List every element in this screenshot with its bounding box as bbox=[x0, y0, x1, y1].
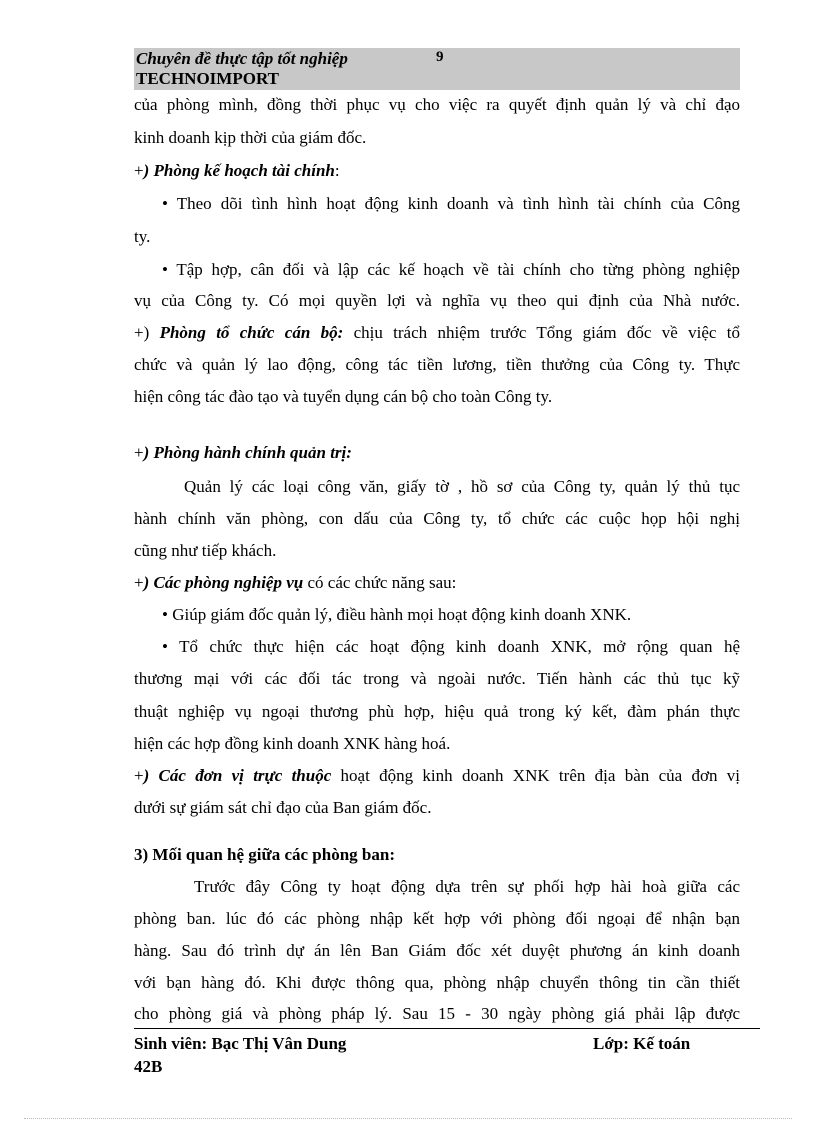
section-heading-finance bbox=[134, 161, 740, 181]
paragraph-line: hàng. Sau đó trình dự án lên Ban Giám đốc xét duyệt phương án kinh doanh bbox=[134, 941, 740, 960]
page-bottom-divider bbox=[24, 1118, 792, 1119]
heading-text: ) Phòng hành chính quản trị: bbox=[143, 443, 352, 462]
bullet-item: • Giúp giám đốc quản lý, điều hành mọi hoạt động kinh doanh XNK. bbox=[162, 605, 632, 624]
paragraph-line: với bạn hàng đó. Khi được thông qua, phòng nhập chuyển thông tin cần thiết bbox=[134, 973, 740, 992]
page-header bbox=[134, 48, 740, 90]
paragraph-line: Quản lý các loại công văn, giấy tờ , hồ sơ của Công ty, quản lý thủ tục bbox=[184, 477, 740, 496]
paragraph-line: Trước đây Công ty hoạt động dựa trên sự phối hợp hài hoà giữa các bbox=[194, 877, 740, 896]
paragraph-line: của phòng mình, đồng thời phục vụ cho việc ra quyết định quản lý và chỉ đạo bbox=[134, 95, 740, 114]
bullet-item: • Tập hợp, cân đối và lập các kế hoạch về tài chính cho từng phòng nghiệp bbox=[162, 260, 740, 279]
footer-divider bbox=[134, 1028, 760, 1029]
section-heading-admin bbox=[134, 443, 740, 463]
section-title: 3) Mối quan hệ giữa các phòng ban: bbox=[134, 845, 395, 864]
paragraph-line: cho phòng giá và phòng pháp lý. Sau 15 - 30 ngày phòng giá phải lập được bbox=[134, 1004, 740, 1023]
paragraph-line: hiện các hợp đồng kinh doanh XNK hàng hoá. bbox=[134, 734, 451, 753]
header-title: Chuyên đề thực tập tốt nghiệp bbox=[136, 49, 348, 68]
heading-text: Phòng tổ chức cán bộ: bbox=[159, 323, 344, 342]
heading-rest: hoạt động kinh doanh XNK trên địa bàn của đơn vị bbox=[331, 766, 740, 785]
paragraph-line: phòng ban. lúc đó các phòng nhập kết hợp với phòng đối ngoại để nhận bạn bbox=[134, 909, 740, 928]
heading-text: ) Các phòng nghiệp vụ bbox=[143, 573, 304, 592]
paragraph-line: dưới sự giám sát chỉ đạo của Ban giám đốc. bbox=[134, 798, 432, 817]
page-number: 9 bbox=[436, 49, 444, 65]
paragraph-line: kinh doanh kịp thời của giám đốc. bbox=[134, 128, 367, 147]
bullet-item: • Theo dõi tình hình hoạt động kinh doanh và tình hình tài chính của Công bbox=[162, 194, 740, 213]
paragraph-line: chức và quản lý lao động, công tác tiền lương, tiền thưởng của Công ty. Thực bbox=[134, 355, 740, 374]
paragraph-line: vụ của Công ty. Có mọi quyền lợi và nghĩa vụ theo qui định của Nhà nước. bbox=[134, 291, 740, 310]
heading-text: ) Các đơn vị trực thuộc bbox=[143, 766, 332, 785]
footer-class-cont: 42B bbox=[134, 1057, 163, 1076]
bullet-item: • Tổ chức thực hiện các hoạt động kinh doanh XNK, mở rộng quan hệ bbox=[162, 637, 740, 656]
paragraph-line: hiện công tác đào tạo và tuyển dụng cán bộ cho toàn Công ty. bbox=[134, 387, 553, 406]
section-heading-business bbox=[134, 573, 740, 593]
footer-class: Lớp: Kế toán bbox=[593, 1034, 691, 1053]
heading-prefix: + bbox=[134, 161, 144, 180]
paragraph-line: thuật nghiệp vụ ngoại thương phù hợp, hiệu quả trong ký kết, đàm phán thực bbox=[134, 702, 740, 721]
heading-rest: chịu trách nhiệm trước Tổng giám đốc về việc tổ bbox=[343, 323, 740, 342]
heading-prefix: + bbox=[134, 443, 144, 462]
paragraph-line: cũng như tiếp khách. bbox=[134, 541, 277, 560]
header-org: TECHNOIMPORT bbox=[136, 69, 279, 88]
heading-text: ) Phòng kế hoạch tài chính bbox=[143, 161, 335, 180]
heading-rest: có các chức năng sau: bbox=[303, 573, 457, 592]
section-heading-personnel bbox=[134, 323, 740, 343]
paragraph-line: thương mại với các đối tác trong và ngoài nước. Tiến hành các thủ tục kỹ bbox=[134, 669, 740, 688]
heading-prefix: + bbox=[134, 766, 144, 785]
heading-prefix: +) bbox=[134, 323, 160, 342]
section-heading-units bbox=[134, 766, 740, 786]
heading-suffix: : bbox=[334, 161, 340, 180]
paragraph-line: ty. bbox=[134, 227, 151, 246]
footer-student: Sinh viên: Bạc Thị Vân Dung bbox=[134, 1034, 347, 1053]
heading-prefix: + bbox=[134, 573, 144, 592]
paragraph-line: hành chính văn phòng, con dấu của Công ty, tổ chức các cuộc họp hội nghị bbox=[134, 509, 740, 528]
